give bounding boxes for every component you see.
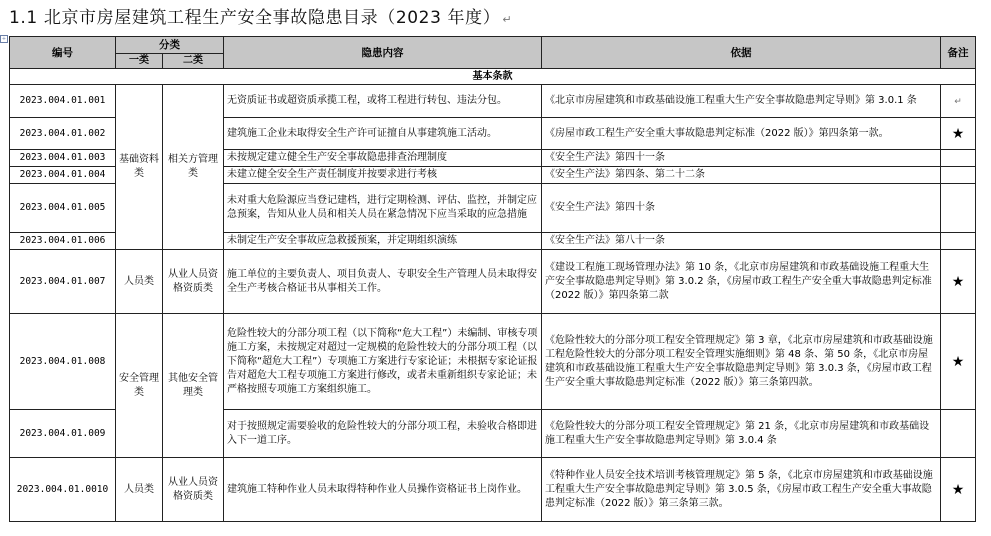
group-personnel: 人员类 [116, 250, 163, 314]
star-marker-icon: ★ [941, 250, 976, 314]
row-code: 2023.004.01.002 [10, 118, 116, 150]
header-number: 编号 [10, 37, 116, 69]
row-code: 2023.004.01.006 [10, 233, 116, 250]
group-safety-management: 安全管理类 [116, 314, 163, 458]
table-row [10, 250, 976, 314]
document-title-text: 1.1 北京市房屋建筑工程生产安全事故隐患目录（2023 年度） [9, 8, 501, 28]
row-content: 未按规定建立健全生产安全事故隐患排查治理制度 [224, 150, 542, 167]
row-basis: 《危险性较大的分部分项工程安全管理规定》第 3 章，《北京市房屋建筑和市政基础设施工程危险性较大的分部分项工程安全管理实施细则》第 48 条、第 50 条，《北京市房屋建筑和市政基础设施工程重大生产安全事故隐患判定导则》第 3.0.3 条，《房屋市政工程生产安全重大事故隐患判定标准（2022 版）》第三条第四款。 [542, 314, 941, 410]
row-code: 2023.004.01.008 [10, 314, 116, 410]
row-code: 2023.004.01.009 [10, 410, 116, 458]
row-basis: 《危险性较大的分部分项工程安全管理规定》第 21 条，《北京市房屋建筑和市政基础设施工程重大生产安全事故隐患判定导则》第 3.0.4 条 [542, 410, 941, 458]
row-code: 2023.004.01.001 [10, 85, 116, 118]
row-basis: 《建设工程施工现场管理办法》第 10 条，《北京市房屋建筑和市政基础设施工程重大生产安全事故隐患判定导则》第 3.0.2 条，《房屋市政工程生产安全重大事故隐患判定标准（2022 版）》第四条第二款 [542, 250, 941, 314]
row-basis: 《特种作业人员安全技术培训考核管理规定》第 5 条，《北京市房屋建筑和市政基础设施工程重大生产安全事故隐患判定导则》第 3.0.5 条，《房屋市政工程生产安全重大事故隐患判定标准（2022 版）》第三条第三款。 [542, 458, 941, 522]
row-content: 建筑施工特种作业人员未取得特种作业人员操作资格证书上岗作业。 [224, 458, 542, 522]
header-basis: 依据 [542, 37, 941, 69]
row-remark [941, 150, 976, 167]
star-marker-icon: ★ [941, 314, 976, 410]
row-basis: 《安全生产法》第四十条 [542, 184, 941, 233]
row-code: 2023.004.01.005 [10, 184, 116, 233]
group-practitioner-qualification: 从业人员资格资质类 [163, 250, 224, 314]
row-basis: 《安全生产法》第八十一条 [542, 233, 941, 250]
row-content: 未建立健全安全生产责任制度并按要求进行考核 [224, 167, 542, 184]
table-move-handle-icon[interactable]: + [1, 36, 7, 42]
star-marker-icon: ★ [941, 118, 976, 150]
table-row [10, 85, 976, 118]
paragraph-mark-icon: ↵ [502, 13, 513, 26]
header-row [10, 37, 976, 54]
group-basic-materials: 基础资料类 [116, 85, 163, 250]
row-remark [941, 184, 976, 233]
row-basis: 《安全生产法》第四十一条 [542, 150, 941, 167]
header-level1: 一类 [116, 54, 163, 69]
row-content: 建筑施工企业未取得安全生产许可证擅自从事建筑施工活动。 [224, 118, 542, 150]
table-row [10, 458, 976, 522]
header-content: 隐患内容 [224, 37, 542, 69]
row-content: 无资质证书或超资质承揽工程，或将工程进行转包、违法分包。 [224, 85, 542, 118]
row-content: 对于按照规定需要验收的危险性较大的分部分项工程，未验收合格即进入下一道工序。 [224, 410, 542, 458]
row-code: 2023.004.01.007 [10, 250, 116, 314]
group-related-management: 相关方管理类 [163, 85, 224, 250]
star-marker-icon: ★ [941, 458, 976, 522]
row-content: 未对重大危险源应当登记建档，进行定期检测、评估、监控，并制定应急预案，告知从业人员和相关人员在紧急情况下应当采取的应急措施 [224, 184, 542, 233]
section-row [10, 69, 976, 85]
row-code: 2023.004.01.0010 [10, 458, 116, 522]
row-code: 2023.004.01.004 [10, 167, 116, 184]
row-remark [941, 167, 976, 184]
row-code: 2023.004.01.003 [10, 150, 116, 167]
row-content: 未制定生产安全事故应急救援预案，并定期组织演练 [224, 233, 542, 250]
row-content: 施工单位的主要负责人、项目负责人、专职安全生产管理人员未取得安全生产考核合格证书从事相关工作。 [224, 250, 542, 314]
header-remarks: 备注 [941, 37, 976, 69]
group-practitioner-qualification: 从业人员资格资质类 [163, 458, 224, 522]
group-personnel: 人员类 [116, 458, 163, 522]
group-other-safety-management: 其他安全管理类 [163, 314, 224, 458]
row-basis: 《北京市房屋建筑和市政基础设施工程重大生产安全事故隐患判定导则》第 3.0.1 条 [542, 85, 941, 118]
row-basis: 《安全生产法》第四条、第二十二条 [542, 167, 941, 184]
cell-end-mark-icon: ↵ [954, 97, 962, 107]
row-remark [941, 410, 976, 458]
row-remark [941, 85, 976, 118]
row-content: 危险性较大的分部分项工程（以下简称“危大工程”）未编制、审核专项施工方案，未按规定对超过一定规模的危险性较大的分部分项工程（以下简称“超危大工程”）专项施工方案进行专家论证；未根据专家论证报告对超危大工程专项施工方案进行修改，或者未重新组织专家论证；未严格按照专项施工方案组织施工。 [224, 314, 542, 410]
header-level2: 二类 [163, 54, 224, 69]
row-basis: 《房屋市政工程生产安全重大事故隐患判定标准（2022 版）》第四条第一款。 [542, 118, 941, 150]
header-category: 分类 [116, 37, 224, 54]
document-title [9, 4, 512, 32]
row-remark [941, 233, 976, 250]
hazard-catalog-table [9, 36, 976, 522]
table-row [10, 314, 976, 410]
section-title: 基本条款 [10, 69, 976, 85]
